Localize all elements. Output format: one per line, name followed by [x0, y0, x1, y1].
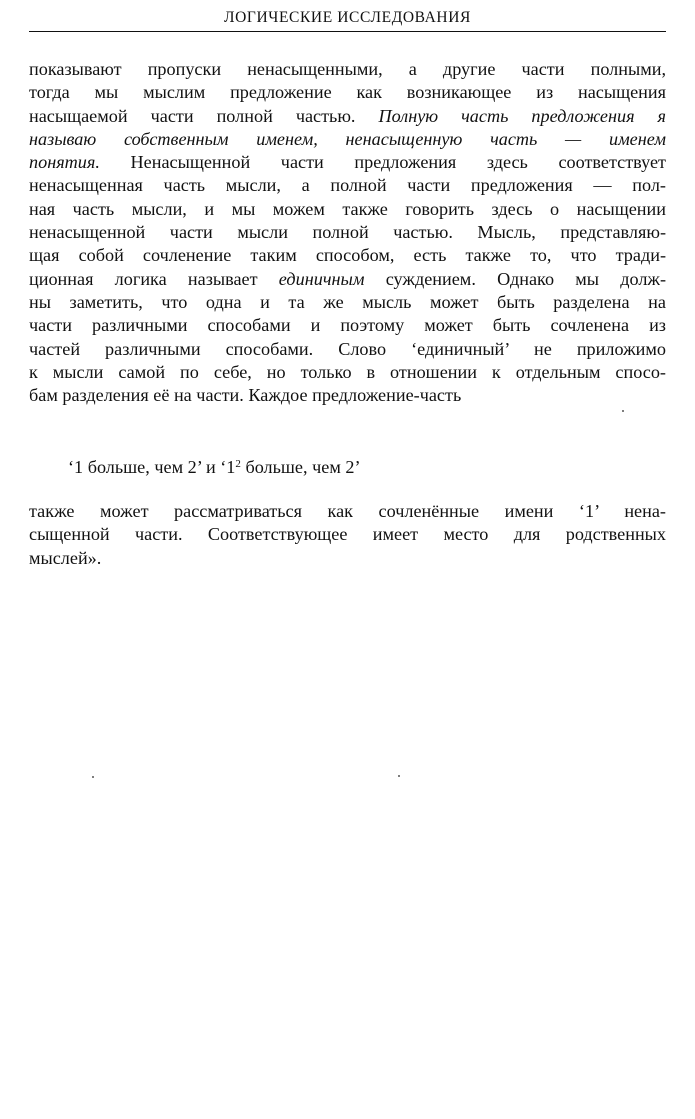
text-line: [29, 105, 666, 128]
text-line: частей различными способами. Слово ‘единичный’ не приложимо: [29, 338, 666, 359]
scan-speck: [398, 775, 400, 777]
text-line: ненасыщенной части мысли полной частью. Мысль, представляю-: [29, 222, 666, 243]
italic-definition: называю собственным именем, ненасыщенную часть — именем: [29, 128, 666, 149]
formula-superscript: 2: [235, 458, 241, 470]
italic-definition: Полную часть предложения я: [378, 105, 666, 126]
header-rule: [29, 31, 666, 32]
continuation-paragraph: [29, 500, 666, 570]
italic-term: единичным: [278, 268, 365, 289]
text-line: ненасыщенная часть мысли, а полной части предложения — пол-: [29, 175, 666, 196]
formula-part: ‘1 больше, чем 2’ и ‘1: [68, 457, 236, 477]
running-header: ЛОГИЧЕСКИЕ ИССЛЕДОВАНИЯ: [224, 9, 471, 26]
scan-speck: [622, 410, 624, 412]
text-run: суждением. Однако мы долж-: [385, 268, 667, 289]
text-line: ны заметить, что одна и та же мысль может быть разделена на: [29, 291, 666, 312]
text-line: [29, 128, 666, 151]
text-line: ная часть мысли, и мы можем также говорить здесь о насыщении: [29, 198, 666, 219]
text-run: Ненасыщенной части предложения здесь соответствует: [130, 152, 666, 173]
text-run: ционная логика называет: [29, 268, 258, 289]
text-line: щая собой сочленение таким способом, есть также то, что тради-: [29, 245, 666, 266]
main-paragraph: [29, 58, 666, 407]
text-line: показывают пропуски ненасыщенными, а другие части полными,: [29, 59, 666, 79]
text-line: тогда мы мыслим предложение как возникающее из насыщения: [29, 82, 666, 103]
italic-definition: понятия.: [29, 152, 100, 173]
text-line: части различными способами и поэтому может быть сочленена из: [29, 315, 666, 336]
example-formula: [68, 456, 361, 479]
text-line: мыслей».: [29, 547, 102, 568]
text-line: [29, 151, 666, 174]
formula-part: больше, чем 2’: [245, 457, 361, 477]
scan-speck: [92, 776, 94, 778]
text-line: также может рассматриваться как сочленённые имени ‘1’ нена-: [29, 501, 666, 521]
text-line: к мысли самой по себе, но только в отношении к отдельным спосо-: [29, 361, 666, 382]
text-line: сыщенной части. Соответствующее имеет место для родственных: [29, 524, 666, 545]
text-line: бам разделения её на части. Каждое предложение-часть: [29, 385, 462, 406]
text-line: [29, 268, 666, 291]
text-run: насыщаемой части полной частью.: [29, 105, 356, 126]
